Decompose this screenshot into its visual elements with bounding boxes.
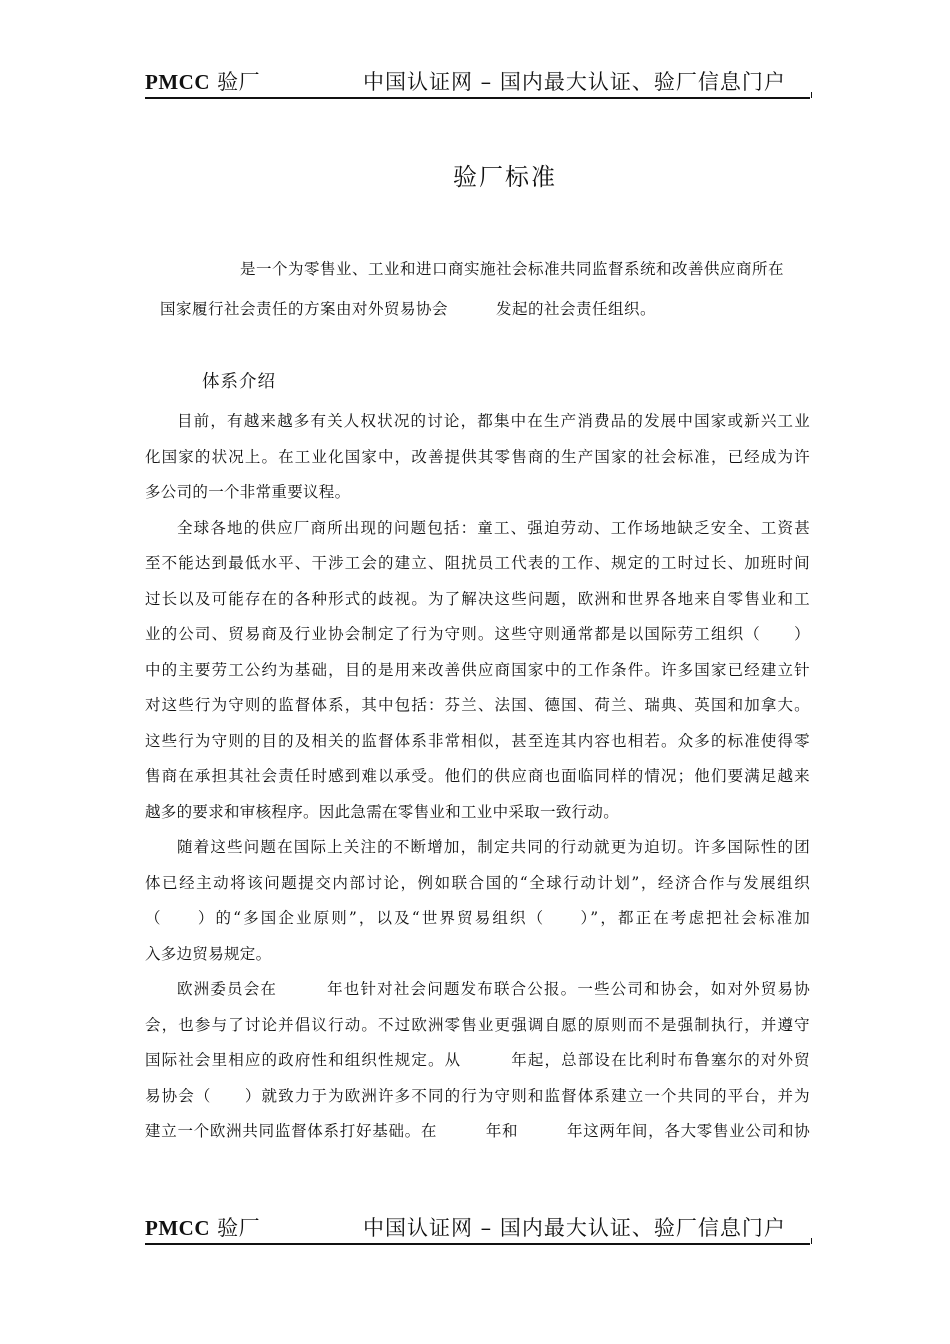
body-line: 至不能达到最低水平、干涉工会的建立、阻扰员工代表的工作、规定的工时过长、加班时间: [145, 554, 810, 572]
header-site-title: 中国认证网 – 国内最大认证、验厂信息门户: [363, 70, 786, 94]
body-line: 建立一个欧洲共同监督体系打好基础。在 年和 年这两年间，各大零售业公司和协: [145, 1122, 810, 1140]
body-line: 会，也参与了讨论并倡议行动。不过欧洲零售业更强调自愿的原则而不是强制执行，并遵守: [145, 1015, 810, 1034]
body-line: 体已经主动将该问题提交内部讨论，例如联合国的“全球行动计划”，经济合作与发展组织: [145, 873, 810, 892]
body-line: 业的公司、贸易商及行业协会制定了行为守则。这些守则通常都是以国际劳工组织（ ）: [145, 625, 810, 643]
body-line: 欧洲委员会在 年也针对社会问题发布联合公报。一些公司和协会，如对外贸易协: [177, 980, 810, 998]
header-brand-bold: PMCC: [145, 70, 210, 94]
body-line: 这些行为守则的目的及相关的监督体系非常相似，甚至连其内容也相若。众多的标准使得零: [145, 731, 810, 750]
footer-rule-tick: [811, 1238, 812, 1244]
body-line: 越多的要求和审核程序。因此急需在零售业和工业中采取一致行动。: [145, 802, 620, 821]
body-line: 全球各地的供应厂商所出现的问题包括：童工、强迫劳动、工作场地缺乏安全、工资甚: [177, 518, 810, 537]
intro-line-1: 是一个为零售业、工业和进口商实施社会标准共同监督系统和改善供应商所在: [240, 260, 785, 278]
footer-rule: [145, 1243, 810, 1245]
intro-paragraph: [160, 249, 810, 329]
footer-brand-rest: 验厂: [209, 1216, 261, 1240]
header-brand: [145, 66, 260, 96]
header-rule: [145, 97, 810, 99]
footer-site-title: 中国认证网 – 国内最大认证、验厂信息门户: [363, 1216, 786, 1240]
header-rule-tick: [811, 92, 812, 98]
body-line: 目前，有越来越多有关人权状况的讨论，都集中在生产消费品的发展中国家或新兴工业: [177, 412, 810, 430]
body-line: 国际社会里相应的政府性和组织性规定。从 年起，总部设在比利时布鲁塞尔的对外贸: [145, 1051, 810, 1069]
body-line: 对这些行为守则的监督体系，其中包括：芬兰、法国、德国、荷兰、瑞典、英国和加拿大。: [145, 696, 810, 714]
body-line: （ ）的“多国企业原则”，以及“世界贸易组织（ ）”，都正在考虑把社会标准加: [145, 909, 810, 927]
page-footer: [145, 1208, 810, 1248]
document-title: 验厂标准: [453, 163, 557, 191]
body-line: 过长以及可能存在的各种形式的歧视。为了解决这些问题，欧洲和世界各地来自零售业和工: [145, 589, 810, 608]
section-heading: 体系介绍: [202, 372, 276, 392]
body-text: [145, 404, 810, 1150]
body-line: 易协会（ ）就致力于为欧洲许多不同的行为守则和监督体系建立一个共同的平台，并为: [145, 1086, 810, 1105]
intro-line-2: 国家履行社会责任的方案由对外贸易协会 发起的社会责任组织。: [160, 300, 657, 318]
body-line: 多公司的一个非常重要议程。: [145, 483, 351, 501]
body-line: 中的主要劳工公约为基础，目的是用来改善供应商国家中的工作条件。许多国家已经建立针: [145, 660, 810, 679]
body-line: 入多边贸易规定。: [145, 944, 272, 963]
footer-brand: [145, 1212, 260, 1242]
page-header: [145, 62, 810, 102]
header-brand-rest: 验厂: [209, 70, 261, 94]
body-line: 化国家的状况上。在工业化国家中，改善提供其零售商的生产国家的社会标准，已经成为许: [145, 447, 810, 466]
body-line: 随着这些问题在国际上关注的不断增加，制定共同的行动就更为迫切。许多国际性的团: [177, 838, 810, 856]
footer-brand-bold: PMCC: [145, 1216, 210, 1240]
body-line: 售商在承担其社会责任时感到难以承受。他们的供应商也面临同样的情况；他们要满足越来: [145, 767, 810, 785]
